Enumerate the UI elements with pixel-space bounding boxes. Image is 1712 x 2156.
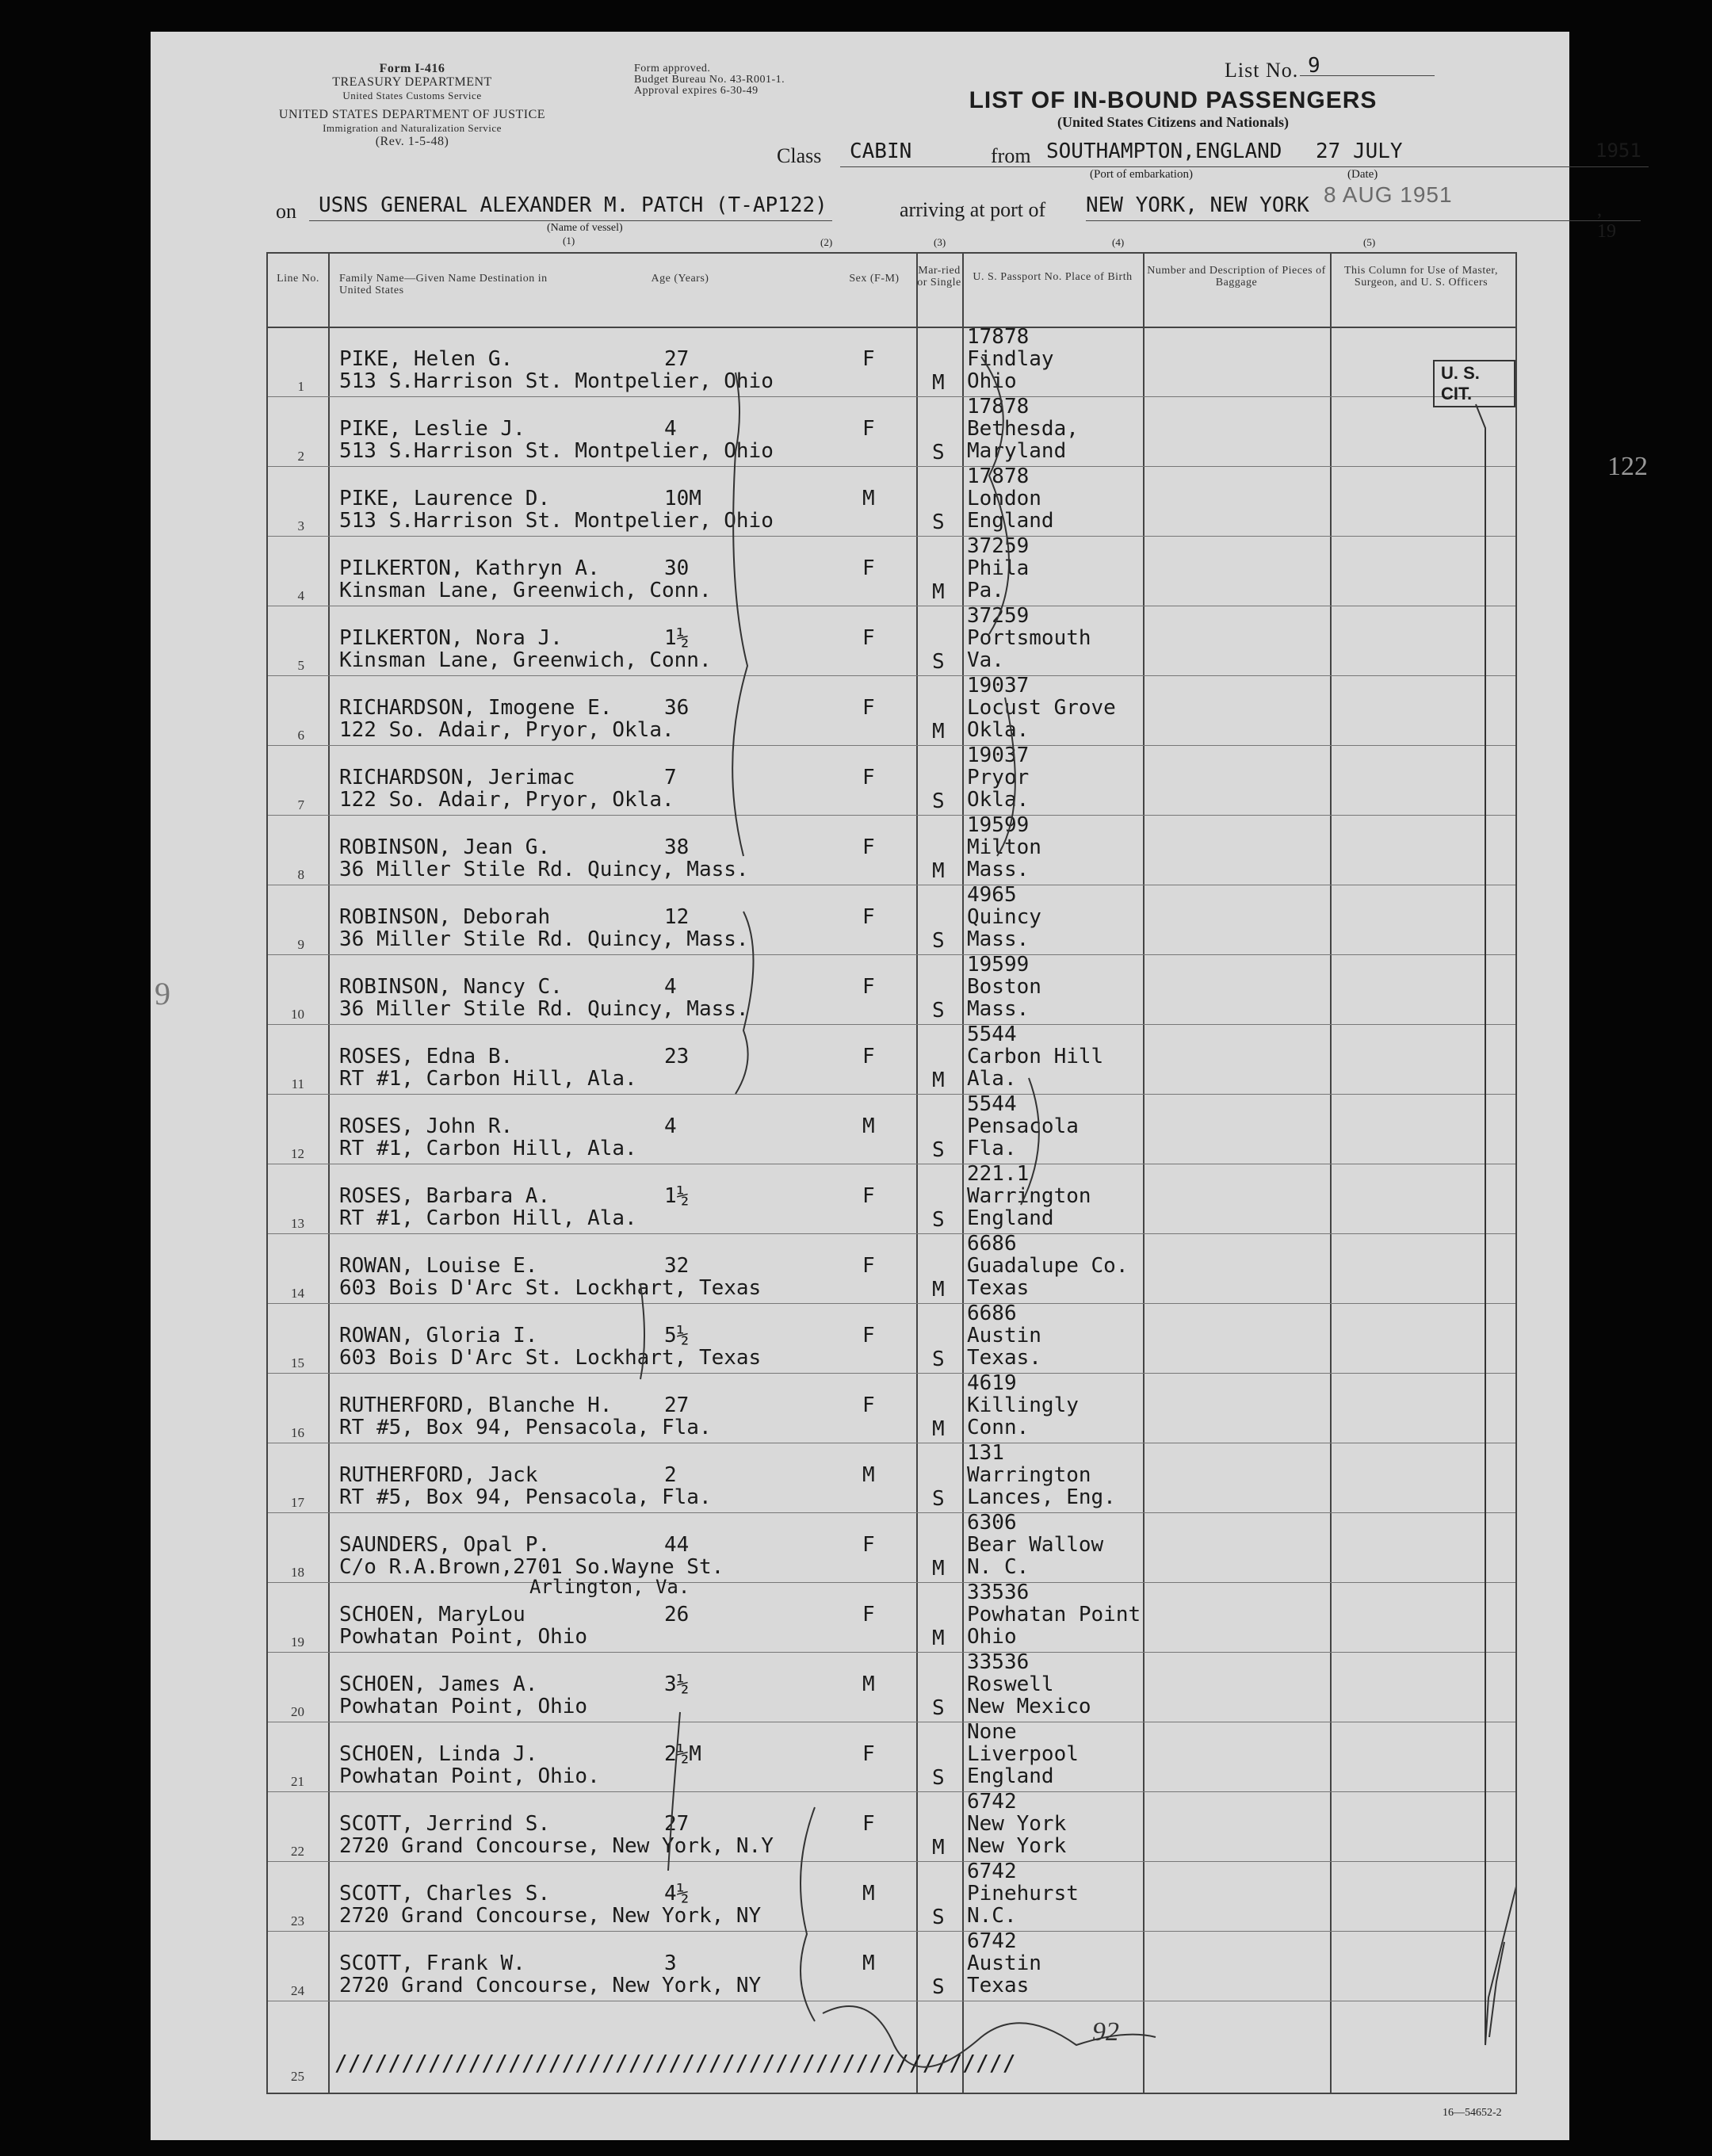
margin-number: 9 — [155, 976, 170, 1011]
birthplace-line-2: Texas — [967, 1276, 1030, 1300]
passport-number: 6742 — [967, 1860, 1017, 1883]
line-number: 16 — [291, 1425, 304, 1440]
customs-service: United States Customs Service — [342, 90, 482, 101]
list-number-label: List No. — [1225, 59, 1299, 82]
page-reference-number: 122 — [1607, 452, 1648, 481]
passenger-name: ROWAN, Gloria I. — [339, 1324, 538, 1348]
destination: Kinsman Lane, Greenwich, Conn. — [339, 648, 712, 672]
passenger-name: PIKE, Leslie J. — [339, 417, 525, 441]
marital-status: M — [932, 580, 945, 604]
passport-number: 6686 — [967, 1232, 1017, 1256]
embarkation-port: SOUTHAMPTON,ENGLAND — [1046, 140, 1282, 163]
header-line-no: Line No. — [277, 273, 319, 285]
passport-number: 19599 — [967, 813, 1030, 837]
marital-status: M — [932, 1068, 945, 1092]
sex: F — [862, 835, 875, 859]
approval-note: Form approved. — [634, 63, 711, 75]
on-label: on — [276, 200, 296, 223]
sex: F — [862, 1184, 875, 1208]
birthplace-line-2: England — [967, 509, 1054, 533]
sex: M — [862, 487, 875, 510]
sex: M — [862, 1882, 875, 1906]
sex: F — [862, 766, 875, 789]
age: 38 — [664, 835, 690, 859]
age: 3 — [664, 1951, 677, 1975]
destination: C/o R.A.Brown,2701 So.Wayne St. — [339, 1555, 724, 1579]
age: 4½ — [664, 1882, 690, 1906]
birthplace: Austin — [967, 1951, 1041, 1975]
passport-number: None — [967, 1720, 1017, 1744]
marital-status: S — [932, 1906, 945, 1929]
destination: 2720 Grand Concourse, New York, NY — [339, 1904, 762, 1928]
passport-number: 6306 — [967, 1511, 1017, 1535]
marital-status: M — [932, 1278, 945, 1302]
passenger-name: RUTHERFORD, Jack — [339, 1463, 538, 1487]
sex: F — [862, 1812, 875, 1836]
birthplace-line-2: New York — [967, 1834, 1067, 1858]
birthplace: Boston — [967, 975, 1041, 999]
age: 4 — [664, 975, 677, 999]
birthplace: New York — [967, 1812, 1067, 1836]
birthplace: Carbon Hill — [967, 1045, 1104, 1068]
destination: 122 So. Adair, Pryor, Okla. — [339, 718, 674, 742]
column-number-3: (3) — [934, 236, 946, 248]
destination: 122 So. Adair, Pryor, Okla. — [339, 788, 674, 812]
birthplace: Phila — [967, 556, 1030, 580]
header-married: Mar-ried or Single — [917, 265, 961, 289]
birthplace-line-2: Ala. — [967, 1067, 1017, 1091]
signature-scrawl: 92 — [1092, 2017, 1119, 2047]
port-caption: (Port of embarkation) — [1090, 168, 1193, 181]
age: 1½ — [664, 626, 690, 650]
marital-status: S — [932, 1975, 945, 1999]
birthplace: Findlay — [967, 347, 1054, 371]
marital-status: M — [932, 1417, 945, 1441]
passenger-name: SAUNDERS, Opal P. — [339, 1533, 551, 1557]
sex: F — [862, 1742, 875, 1766]
destination: RT #1, Carbon Hill, Ala. — [339, 1206, 637, 1230]
age: 30 — [664, 556, 690, 580]
birthplace: Portsmouth — [967, 626, 1091, 650]
header-sex: Sex (F-M) — [849, 273, 900, 285]
pencil-annotations — [268, 254, 1515, 2093]
marital-status: S — [932, 1487, 945, 1511]
birthplace: London — [967, 487, 1041, 510]
line-number: 7 — [297, 797, 304, 812]
sex: F — [862, 417, 875, 441]
age: 5½ — [664, 1324, 690, 1348]
birthplace-line-2: Fla. — [967, 1137, 1017, 1160]
vessel-name: USNS GENERAL ALEXANDER M. PATCH (T-AP122) — [319, 193, 827, 217]
birthplace: Locust Grove — [967, 696, 1116, 720]
age: 27 — [664, 1812, 690, 1836]
line-number: 14 — [291, 1286, 304, 1301]
passenger-name: SCOTT, Frank W. — [339, 1951, 525, 1975]
birthplace: Milton — [967, 835, 1041, 859]
destination-line-2: Arlington, Va. — [529, 1576, 690, 1598]
sex: F — [862, 905, 875, 929]
passport-number: 5544 — [967, 1023, 1017, 1046]
passport-number: 6742 — [967, 1790, 1017, 1814]
budget-bureau-no: Budget Bureau No. 43-R001-1. — [634, 74, 785, 86]
birthplace-line-2: Mass. — [967, 927, 1030, 951]
birthplace: Warrington — [967, 1463, 1091, 1487]
line-number: 24 — [291, 1983, 304, 1998]
age: 2 — [664, 1463, 677, 1487]
header-age: Age (Years) — [651, 273, 709, 285]
arriving-label: arriving at port of — [900, 198, 1046, 221]
age: 1½ — [664, 1184, 690, 1208]
passport-number: 221.1 — [967, 1162, 1030, 1186]
passenger-name: SCOTT, Jerrind S. — [339, 1812, 551, 1836]
sex: F — [862, 1393, 875, 1417]
birthplace-line-2: Lances, Eng. — [967, 1485, 1116, 1509]
birthplace: Pensacola — [967, 1114, 1079, 1138]
passport-number: 4619 — [967, 1371, 1017, 1395]
destination: 513 S.Harrison St. Montpelier, Ohio — [339, 509, 774, 533]
passport-number: 17878 — [967, 464, 1030, 488]
passenger-name: ROBINSON, Nancy C. — [339, 975, 563, 999]
line-number: 17 — [291, 1495, 304, 1510]
line-number-25: 25 — [291, 2069, 304, 2084]
age: 12 — [664, 905, 690, 929]
age: 44 — [664, 1533, 690, 1557]
line-number: 19 — [291, 1634, 304, 1649]
marital-status: S — [932, 510, 945, 534]
destination: 603 Bois D'Arc St. Lockhart, Texas — [339, 1346, 762, 1370]
passenger-name: SCOTT, Charles S. — [339, 1882, 551, 1906]
us-citizen-stamp: U. S. CIT. — [1433, 360, 1515, 407]
birthplace: Guadalupe Co. — [967, 1254, 1129, 1278]
sex: F — [862, 556, 875, 580]
marital-status: M — [932, 720, 945, 744]
birthplace: Roswell — [967, 1672, 1054, 1696]
list-number-value: 9 — [1308, 54, 1320, 78]
line-number: 13 — [291, 1216, 304, 1231]
passport-number: 6742 — [967, 1929, 1017, 1953]
line-number: 5 — [297, 658, 304, 673]
marital-status: M — [932, 371, 945, 395]
sex: F — [862, 696, 875, 720]
passport-number: 37259 — [967, 604, 1030, 628]
passenger-name: SCHOEN, Linda J. — [339, 1742, 538, 1766]
birthplace-line-2: Ohio — [967, 1625, 1017, 1649]
column-number-2: (2) — [820, 236, 833, 248]
age: 27 — [664, 1393, 690, 1417]
birthplace: Bear Wallow — [967, 1533, 1104, 1557]
sex: F — [862, 1603, 875, 1627]
marital-status: S — [932, 650, 945, 674]
marital-status: M — [932, 1627, 945, 1650]
immigration-service: Immigration and Naturalization Service — [323, 122, 502, 134]
passenger-name: RICHARDSON, Jerimac — [339, 766, 575, 789]
passport-number: 19037 — [967, 674, 1030, 698]
passport-number: 6686 — [967, 1302, 1017, 1325]
marital-status: S — [932, 999, 945, 1023]
birthplace-line-2: England — [967, 1764, 1054, 1788]
line-number: 21 — [291, 1774, 304, 1789]
passport-number: 17878 — [967, 395, 1030, 419]
passport-number: 37259 — [967, 534, 1030, 558]
page-subtitle: (United States Citizens and Nationals) — [1057, 114, 1289, 130]
birthplace: Liverpool — [967, 1742, 1079, 1766]
birthplace-line-2: Okla. — [967, 788, 1030, 812]
sex: M — [862, 1672, 875, 1696]
passenger-list-document — [151, 32, 1648, 2140]
hatch-fill: /////////////////////////////////////////////////// — [334, 2050, 1016, 2076]
birthplace: Powhatan Point — [967, 1603, 1141, 1627]
marital-status: S — [932, 1766, 945, 1790]
arrival-port: NEW YORK, NEW YORK — [1086, 193, 1309, 217]
age: 2½M — [664, 1742, 701, 1766]
passenger-name: PILKERTON, Kathryn A. — [339, 556, 600, 580]
sex: F — [862, 347, 875, 371]
sex: F — [862, 1254, 875, 1278]
birthplace-line-2: Ohio — [967, 369, 1017, 393]
destination: RT #5, Box 94, Pensacola, Fla. — [339, 1485, 712, 1509]
passport-number: 33536 — [967, 1650, 1030, 1674]
birthplace-line-2: Mass. — [967, 997, 1030, 1021]
marital-status: S — [932, 929, 945, 953]
birthplace-line-2: England — [967, 1206, 1054, 1230]
passport-number: 4965 — [967, 883, 1017, 907]
destination: RT #1, Carbon Hill, Ala. — [339, 1067, 637, 1091]
line-number: 6 — [297, 728, 304, 743]
line-number: 10 — [291, 1007, 304, 1022]
passenger-name: SCHOEN, MaryLou — [339, 1603, 525, 1627]
marital-status: S — [932, 1208, 945, 1232]
passport-number: 131 — [967, 1441, 1004, 1465]
line-number: 3 — [297, 518, 304, 533]
date-caption: (Date) — [1347, 168, 1378, 181]
marital-status: S — [932, 1138, 945, 1162]
from-label: from — [991, 144, 1031, 167]
line-number: 12 — [291, 1146, 304, 1161]
destination: 2720 Grand Concourse, New York, N.Y — [339, 1834, 774, 1858]
line-number: 11 — [291, 1076, 304, 1091]
page-title: LIST OF IN-BOUND PASSENGERS — [969, 87, 1378, 113]
line-number: 22 — [291, 1844, 304, 1859]
line-number: 18 — [291, 1565, 304, 1580]
passenger-name: PIKE, Helen G. — [339, 347, 514, 371]
birthplace-line-2: N.C. — [967, 1904, 1017, 1928]
birthplace-line-2: Mass. — [967, 858, 1030, 881]
passport-number: 17878 — [967, 325, 1030, 349]
line-number: 1 — [297, 379, 304, 394]
passport-number: 19037 — [967, 744, 1030, 767]
birthplace: Warrington — [967, 1184, 1091, 1208]
sex: F — [862, 1045, 875, 1068]
destination: 513 S.Harrison St. Montpelier, Ohio — [339, 439, 774, 463]
line-number: 8 — [297, 867, 304, 882]
birthplace: Bethesda, — [967, 417, 1079, 441]
passport-number: 33536 — [967, 1581, 1030, 1604]
line-number: 20 — [291, 1704, 304, 1719]
arrival-date-stamp: 8 AUG 1951 — [1324, 182, 1453, 207]
destination: RT #1, Carbon Hill, Ala. — [339, 1137, 637, 1160]
destination: Powhatan Point, Ohio — [339, 1625, 588, 1649]
birthplace: Pinehurst — [967, 1882, 1079, 1906]
passenger-name: RICHARDSON, Imogene E. — [339, 696, 613, 720]
birthplace-line-2: Pa. — [967, 579, 1004, 602]
class-value: CABIN — [850, 140, 912, 163]
sex: M — [862, 1463, 875, 1487]
destination: 2720 Grand Concourse, New York, NY — [339, 1974, 762, 1997]
age: 4 — [664, 1114, 677, 1138]
header-officers: This Column for Use of Master, Surgeon, and U. S. Officers — [1343, 265, 1499, 289]
age: 32 — [664, 1254, 690, 1278]
passenger-name: ROSES, Barbara A. — [339, 1184, 551, 1208]
sex: F — [862, 626, 875, 650]
column-number-5: (5) — [1363, 236, 1376, 248]
passenger-name: SCHOEN, James A. — [339, 1672, 538, 1696]
sex: F — [862, 1533, 875, 1557]
birthplace-line-2: Okla. — [967, 718, 1030, 742]
line-number: 2 — [297, 449, 304, 464]
birthplace: Austin — [967, 1324, 1041, 1348]
marital-status: S — [932, 441, 945, 464]
form-number: Form I-416 — [379, 62, 445, 75]
age: 26 — [664, 1603, 690, 1627]
passport-number: 5544 — [967, 1092, 1017, 1116]
vessel-column-number: (1) — [563, 235, 575, 247]
passenger-name: ROWAN, Louise E. — [339, 1254, 538, 1278]
marital-status: S — [932, 1348, 945, 1371]
age: 4 — [664, 417, 677, 441]
age: 27 — [664, 347, 690, 371]
embarkation-date: 27 JULY — [1316, 140, 1403, 163]
age: 3½ — [664, 1672, 690, 1696]
line-number: 23 — [291, 1913, 304, 1929]
marital-status: S — [932, 1696, 945, 1720]
class-label: Class — [777, 144, 822, 167]
passenger-name: ROBINSON, Deborah — [339, 905, 551, 929]
marital-status: M — [932, 1836, 945, 1860]
line-number: 9 — [297, 937, 304, 952]
marital-status: S — [932, 789, 945, 813]
destination: Powhatan Point, Ohio. — [339, 1764, 600, 1788]
destination: 513 S.Harrison St. Montpelier, Ohio — [339, 369, 774, 393]
passenger-name: ROSES, John R. — [339, 1114, 514, 1138]
treasury-department: TREASURY DEPARTMENT — [332, 75, 492, 89]
passenger-name: ROSES, Edna B. — [339, 1045, 514, 1068]
age: 7 — [664, 766, 677, 789]
destination: RT #5, Box 94, Pensacola, Fla. — [339, 1416, 712, 1439]
passenger-name: ROBINSON, Jean G. — [339, 835, 551, 859]
sex: M — [862, 1114, 875, 1138]
age: 36 — [664, 696, 690, 720]
line-number: 15 — [291, 1355, 304, 1370]
vessel-caption: (Name of vessel) — [547, 222, 623, 234]
birthplace: Quincy — [967, 905, 1041, 929]
age: 10M — [664, 487, 701, 510]
passenger-name: RUTHERFORD, Blanche H. — [339, 1393, 613, 1417]
passenger-name: PIKE, Laurence D. — [339, 487, 551, 510]
passenger-name: PILKERTON, Nora J. — [339, 626, 563, 650]
marital-status: M — [932, 859, 945, 883]
embarkation-year: 1951 — [1595, 140, 1641, 162]
destination: 36 Miller Stile Rd. Quincy, Mass. — [339, 997, 749, 1021]
header-baggage: Number and Description of Pieces of Baggage — [1147, 265, 1326, 289]
passport-number: 19599 — [967, 953, 1030, 977]
age: 23 — [664, 1045, 690, 1068]
header-name: Family Name—Given Name Destination in United States — [339, 273, 548, 296]
birthplace-line-2: Texas. — [967, 1346, 1041, 1370]
passenger-table — [266, 252, 1648, 2094]
birthplace-line-2: Va. — [967, 648, 1004, 672]
approval-expiry: Approval expires 6-30-49 — [634, 85, 759, 97]
form-footer-code: 16—54652-2 — [1443, 2107, 1502, 2119]
justice-department: UNITED STATES DEPARTMENT OF JUSTICE — [278, 108, 546, 121]
header-passport: U. S. Passport No. Place of Birth — [973, 271, 1133, 283]
birthplace-line-2: Conn. — [967, 1416, 1030, 1439]
sex: F — [862, 1324, 875, 1348]
birthplace: Pryor — [967, 766, 1030, 789]
revision-date: (Rev. 1-5-48) — [375, 135, 449, 148]
sex: F — [862, 975, 875, 999]
birthplace-line-2: New Mexico — [967, 1695, 1091, 1718]
birthplace: Killingly — [967, 1393, 1079, 1417]
birthplace-line-2: Maryland — [967, 439, 1067, 463]
destination: 36 Miller Stile Rd. Quincy, Mass. — [339, 927, 749, 951]
marital-status: M — [932, 1557, 945, 1581]
column-number-4: (4) — [1112, 236, 1125, 248]
destination: Powhatan Point, Ohio — [339, 1695, 588, 1718]
birthplace-line-2: Texas — [967, 1974, 1030, 1997]
birthplace-line-2: N. C. — [967, 1555, 1030, 1579]
sex: M — [862, 1951, 875, 1975]
year-suffix: , 19 — [1597, 200, 1616, 242]
destination: Kinsman Lane, Greenwich, Conn. — [339, 579, 712, 602]
destination: 603 Bois D'Arc St. Lockhart, Texas — [339, 1276, 762, 1300]
line-number: 4 — [297, 588, 304, 603]
destination: 36 Miller Stile Rd. Quincy, Mass. — [339, 858, 749, 881]
